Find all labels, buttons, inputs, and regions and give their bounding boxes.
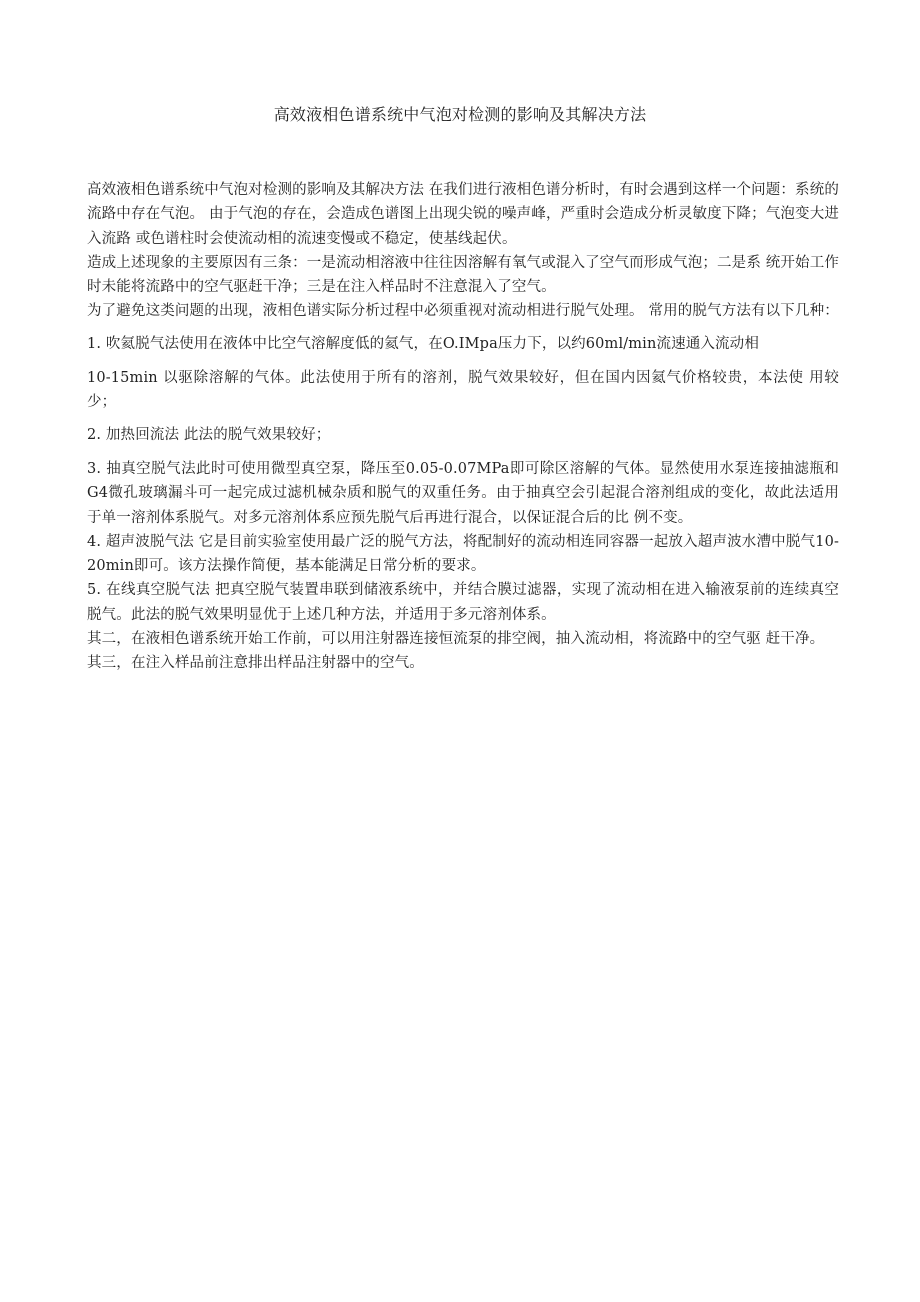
document-title: 高效液相色谱系统中气泡对检测的影响及其解决方法 — [273, 105, 647, 124]
list-item-helium-degassing-cont: 10-15min 以驱除溶解的气体。此法使用于所有的溶剂，脱气效果较好，但在国内因氦气价格较贵，本法使 用较少； — [87, 370, 839, 411]
paragraph-degassing-intro: 为了避免这类问题的出现，液相色谱实际分析过程中必须重视对流动相进行脱气处理。 常用的脱气方法有以下几种： — [87, 303, 839, 320]
list-item-vacuum-degassing: 3. 抽真空脱气法此时可使用微型真空泵，降压至0.05-0.07MPa即可除区溶解的气体。显然使用水泵连接抽滤瓶和G4微孔玻璃漏斗可一起完成过滤机械杂质和脱气的双重任务。由于抽真空会引起混合溶剂组成的变化，故此法适用于单一溶剂体系脱气。对多元溶剂体系应预先脱气后再进行混合，以保证混合后的比 例不变。 — [87, 460, 839, 526]
paragraph-intro: 高效液相色谱系统中气泡对检测的影响及其解决方法 在我们进行液相色谱分析时，有时会遇到这样一个问题：系统的流路中存在气泡。 由于气泡的存在，会造成色谱图上出现尖锐的噪声峰，严重时会造成分析灵敏度下降；气泡变大进入流路 或色谱柱时会使流动相的流速变慢或不稳定，使基线起伏。 — [87, 182, 839, 247]
list-item-ultrasonic-degassing: 4. 超声波脱气法 它是目前实验室使用最广泛的脱气方法，将配制好的流动相连同容器一起放入超声波水漕中脱气10-20min即可。该方法操作简便，基本能满足日常分析的要求。 — [87, 533, 839, 575]
paragraph-third-cause-fix: 其三，在注入样品前注意排出样品注射器中的空气。 — [87, 655, 424, 672]
paragraph-causes: 造成上述现象的主要原因有三条：一是流动相溶液中往往因溶解有氧气或混入了空气而形成气泡；二是系 统开始工作时未能将流路中的空气驱赶干净；三是在注入样品时不注意混入了空气。 — [87, 254, 839, 296]
list-item-reflux-degassing: 2. 加热回流法 此法的脱气效果较好； — [87, 426, 331, 443]
list-item-online-vacuum-degassing: 5. 在线真空脱气法 把真空脱气装置串联到储液系统中，并结合膜过滤器，实现了流动相在进入输液泵前的连续真空脱气。此法的脱气效果明显优于上述几种方法，并适用于多元溶剂体系。 — [87, 582, 839, 623]
document-body — [87, 178, 839, 676]
paragraph-second-cause-fix: 其二，在液相色谱系统开始工作前，可以用注射器连接恒流泵的排空阀，抽入流动相，将流路中的空气驱 赶干净。 — [87, 631, 825, 648]
list-item-helium-degassing: 1. 吹氦脱气法使用在液体中比空气溶解度低的氦气，在O.IMpa压力下，以约60ml/min流速通入流动相 — [87, 335, 759, 352]
